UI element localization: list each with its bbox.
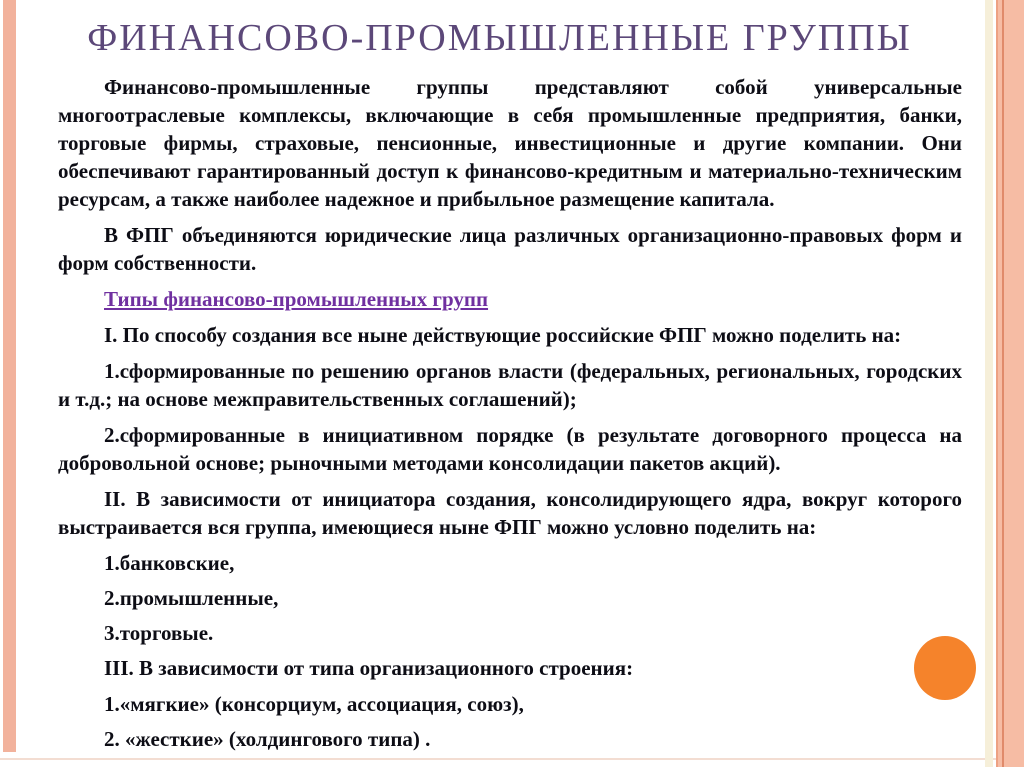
types-link-row bbox=[58, 285, 962, 313]
orange-circle bbox=[914, 636, 976, 700]
list-item-hard-type: 2. «жесткие» (холдингового типа) . bbox=[104, 727, 431, 751]
right-border-salmon-stripe bbox=[996, 0, 1024, 767]
paragraph-criterion-2: II. В зависимости от инициатора создания, консолидирующего ядра, вокруг которого выстраивается вся группа, имеющиеся ныне ФПГ можно условно поделить на: bbox=[58, 487, 962, 539]
paragraph-criterion-1: I. По способу создания все ныне действующие российские ФПГ можно поделить на: bbox=[104, 323, 902, 347]
paragraph-formed-by-authorities: 1.сформированные по решению органов власти (федеральных, региональных, городских и т.д.; на основе межправительственных соглашений); bbox=[58, 359, 962, 411]
list-item-soft-type: 1.«мягкие» (консорциум, ассоциация, союз), bbox=[104, 692, 524, 716]
left-border-stripe bbox=[3, 0, 16, 752]
right-border-cream-stripe bbox=[985, 0, 993, 767]
types-of-fpg-link[interactable]: Типы финансово-промышленных групп bbox=[104, 287, 489, 311]
paragraph-criterion-3: III. В зависимости от типа организационного строения: bbox=[104, 656, 634, 680]
paragraph-formed-by-initiative: 2.сформированные в инициативном порядке (в результате договорного процесса на добровольной основе; рыночными методами консолидации пакетов акций). bbox=[58, 423, 962, 475]
slide-body bbox=[58, 73, 962, 760]
right-border-accent-line bbox=[1002, 0, 1004, 767]
paragraph-intro: Финансово-промышленные группы представляют собой универсальные многоотраслевые комплексы, включающие в себя промышленные предприятия, банки, торговые фирмы, страховые, пенсионные, инвестиционные и другие компании. Они обеспечивают гарантированный доступ к финансово-кредитным и материально-техническим ресурсам, а также наиболее надежное и прибыльное размещение капитала. bbox=[58, 75, 962, 211]
list-item-banking: 1.банковские, bbox=[104, 551, 235, 575]
list-item-industrial: 2.промышленные, bbox=[104, 586, 279, 610]
slide-title: ФИНАНСОВО-ПРОМЫШЛЕННЫЕ ГРУППЫ bbox=[87, 17, 912, 59]
list-item-trading: 3.торговые. bbox=[104, 621, 214, 645]
paragraph-fpg-members: В ФПГ объединяются юридические лица различных организационно-правовых форм и форм собственности. bbox=[58, 223, 962, 275]
